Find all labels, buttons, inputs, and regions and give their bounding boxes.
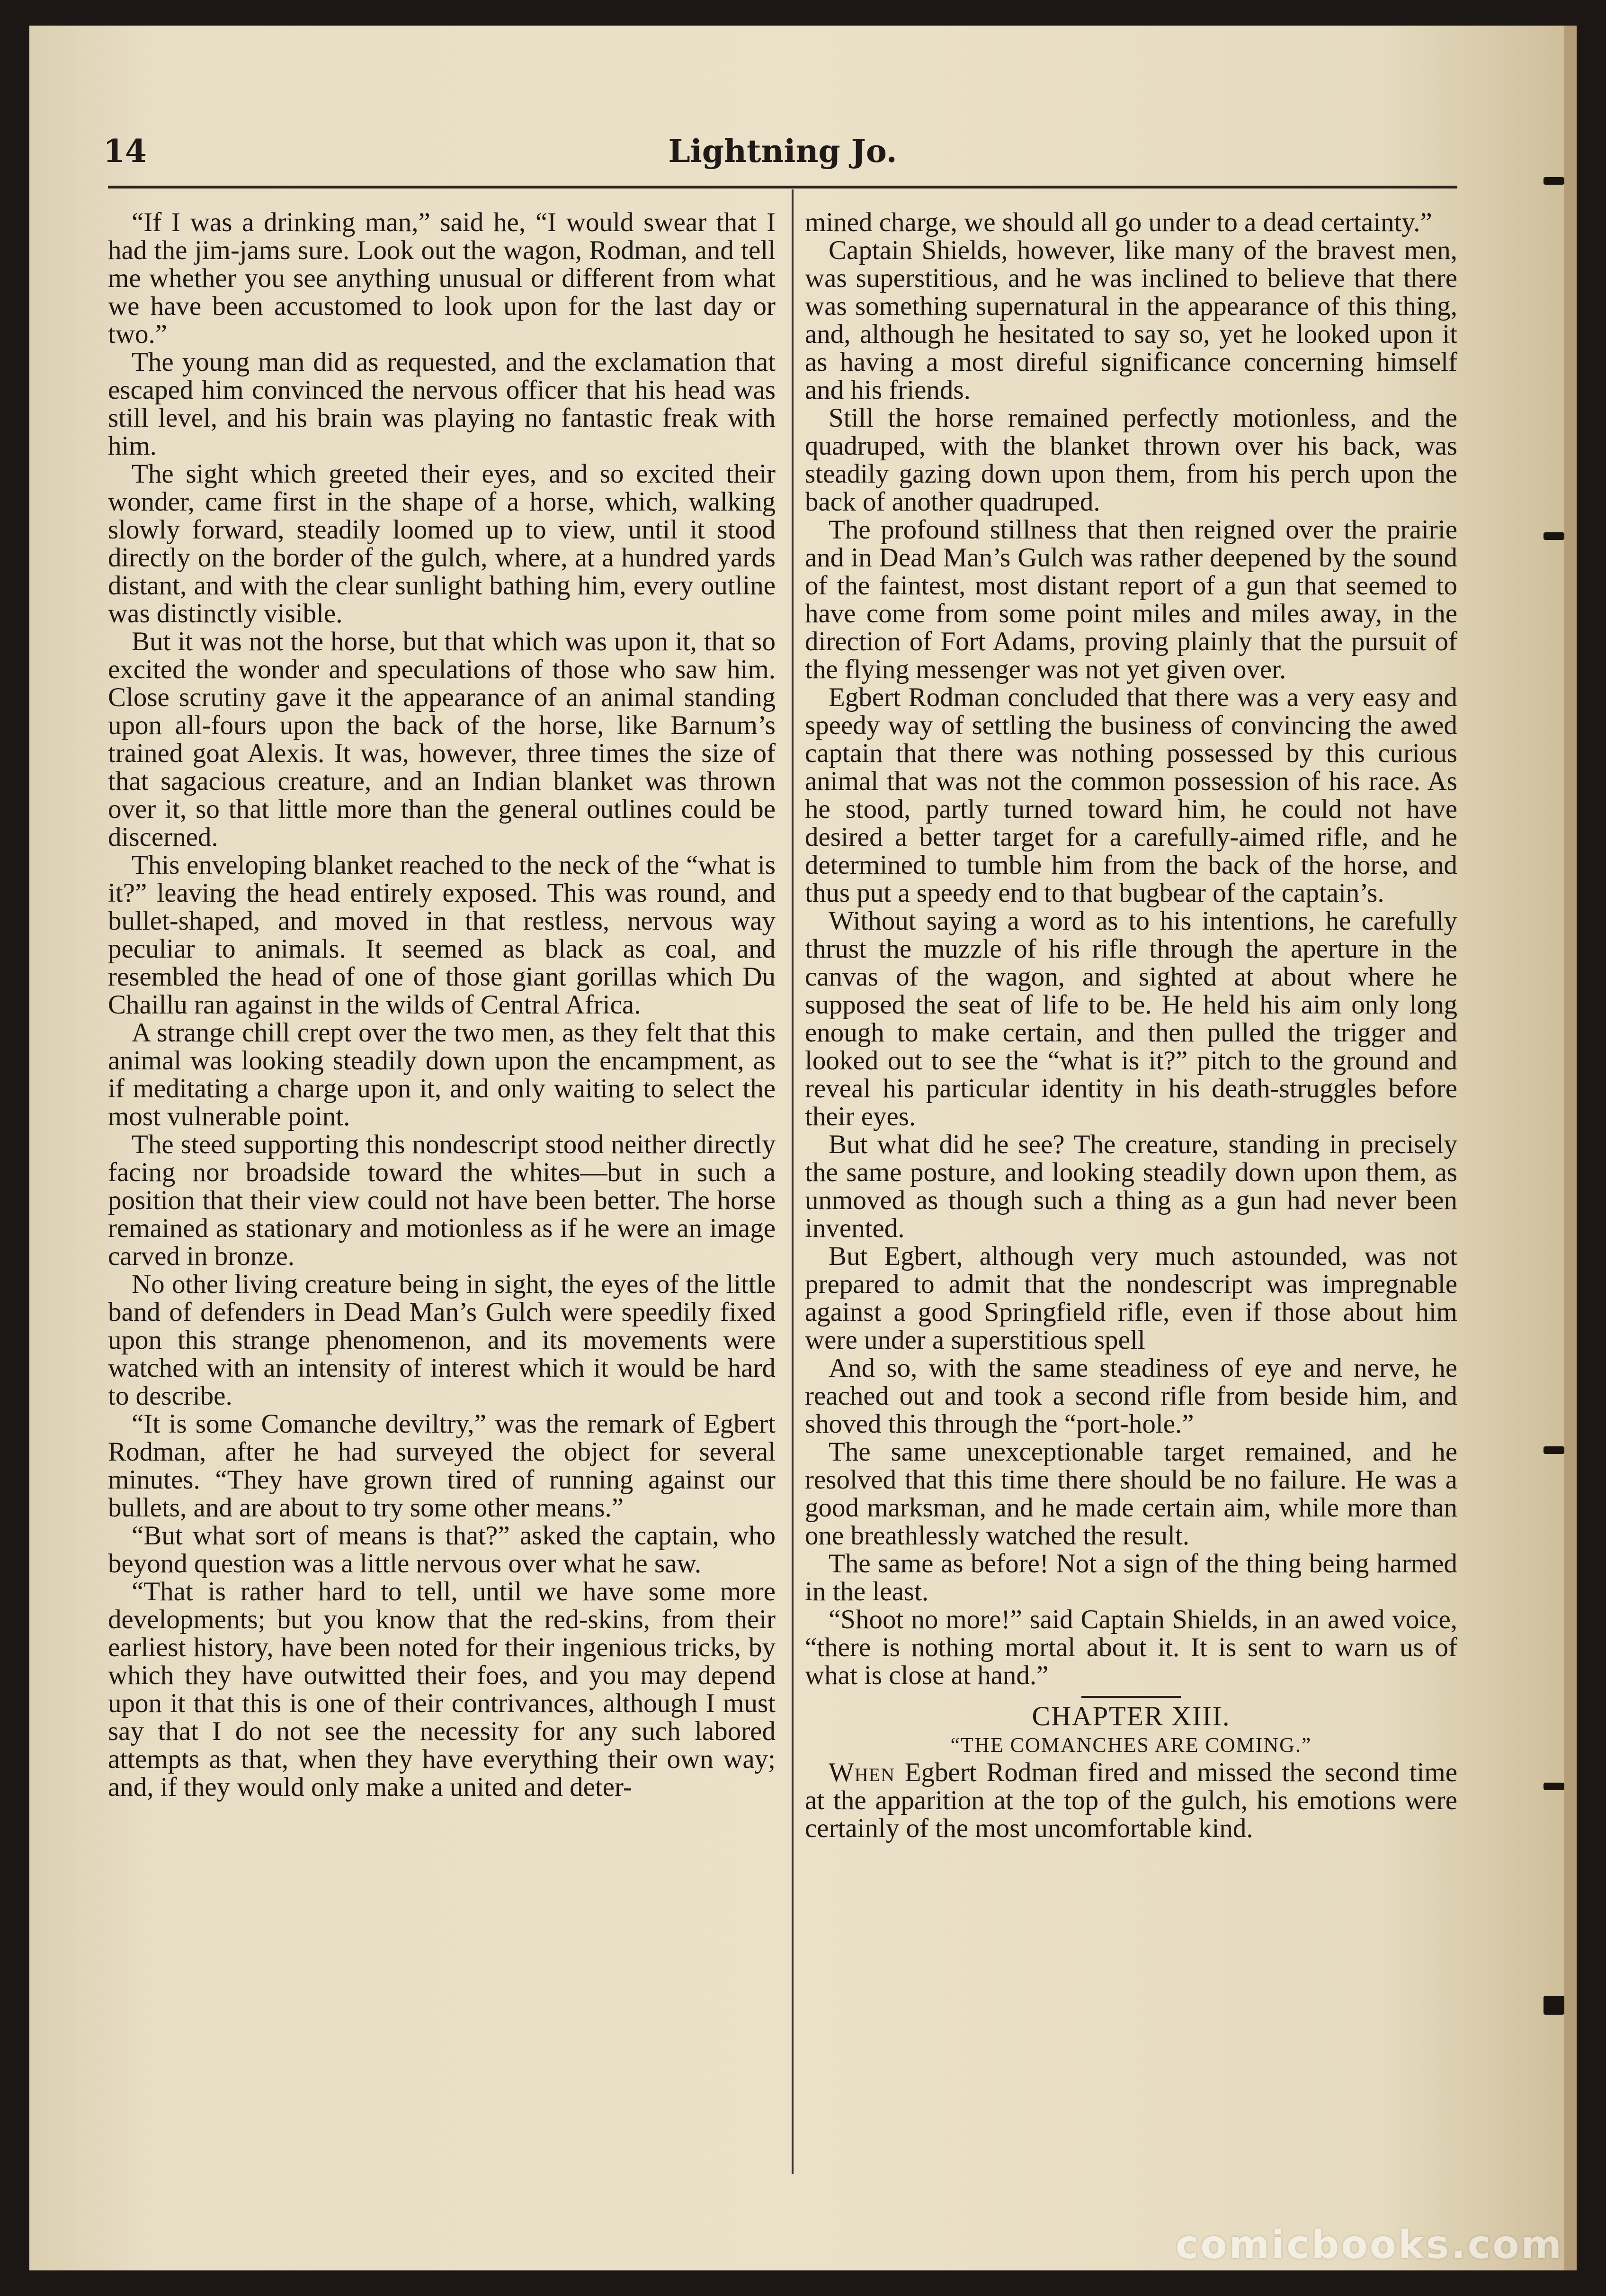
page-number: 14 — [103, 133, 147, 170]
chapter-header — [805, 1696, 1457, 1758]
paragraph: But Egbert, although very much astounded, was not prepared to admit that the nondescript was impregnable against a good Springfield rifle, even if those about him were under a superstitious spell — [805, 1241, 1457, 1355]
paragraph: And so, with the same steadiness of eye and nerve, he reached out and took a second rifle from beside him, and shoved this through the “port-hole.” — [805, 1353, 1457, 1439]
chapter-heading: CHAPTER XIII. — [1032, 1701, 1231, 1731]
header-rule — [108, 186, 1457, 188]
page-header — [103, 118, 1462, 180]
chapter-opening-text: Egbert Rodman fired and missed the second time at the apparition at the top of the gulch, his emotions were certainly of the most uncomfortable kind. — [805, 1758, 1457, 1843]
paragraph: The steed supporting this nondescript stood neither directly facing nor broadside toward the whites—but in such a position that their view could not have been better. The horse remained as stationary and motionless as if he were an image carved in bronze. — [108, 1130, 776, 1271]
paragraph: But it was not the horse, but that which was upon it, that so excited the wonder and speculations of those who saw him. Close scrutiny gave it the appearance of an animal standing upon all-fours upon the back of the horse, like Barnum’s trained goat Alexis. It was, however, three times the size of that sagacious creature, and an Indian blanket was thrown over it, so that little more than the general outlines could be discerned. — [108, 627, 776, 852]
paragraph: The same unexceptionable target remained, and he resolved that this time there should be no failure. He was a good marksman, and he made certain aim, while more than one breathlessly watched the result. — [805, 1437, 1457, 1551]
paragraph: Still the horse remained perfectly motionless, and the quadruped, with the blanket thrown over his back, was steadily gazing down upon them, from his perch upon the back of another quadruped. — [805, 403, 1457, 517]
paragraph: But what did he see? The creature, standing in precisely the same posture, and looking steadily down upon them, as unmoved as though such a thing as a gun had never been invented. — [805, 1130, 1457, 1243]
paragraph: Egbert Rodman concluded that there was a very easy and speedy way of settling the business of convincing the awed captain that there was nothing possessed by this curious animal that was not the common possession of his race. As he stood, partly turned toward him, he could not have desired a better target for a carefully-aimed rifle, and he determined to tumble him from the back of the horse, and thus put a speedy end to that bugbear of the captain’s. — [805, 682, 1457, 908]
binding-mark — [1544, 177, 1564, 185]
left-column — [108, 208, 776, 1801]
paragraph: The same as before! Not a sign of the thing being harmed in the least. — [805, 1549, 1457, 1606]
continued-paragraph: mined charge, we should all go under to a dead certainty.” — [805, 207, 1432, 237]
paragraph: This enveloping blanket reached to the neck of the “what is it?” leaving the head entirely exposed. This was round, and bullet-shaped, and moved in that restless, nervous way peculiar to animals. It seemed as black as coal, and resembled the head of one of those giant gorillas which Du Chaillu ran against in the wilds of Central Africa. — [108, 850, 776, 1020]
column-divider — [792, 189, 794, 2174]
paragraph: “But what sort of means is that?” asked the captain, who beyond question was a little nervous over what he saw. — [108, 1521, 776, 1578]
binding-mark — [1544, 1996, 1564, 2015]
paragraph: Without saying a word as to his intentions, he carefully thrust the muzzle of his rifle through the aperture in the canvas of the wagon, and sighted at about where he supposed the seat of life to be. He held his aim only long enough to make certain, and then pulled the trigger and looked out to see the “what is it?” pitch to the ground and reveal his particular identity in his death-struggles before their eyes. — [805, 906, 1457, 1131]
binding-mark — [1544, 532, 1564, 540]
chapter-opening-paragraph — [805, 1758, 1457, 1842]
binding-mark — [1544, 1783, 1564, 1790]
paragraph: Captain Shields, however, like many of the bravest men, was superstitious, and he was inclined to believe that there was something supernatural in the appearance of this thing, and, although he hesitated to say so, yet he looked upon it as having a most direful significance concerning himself and his friends. — [805, 235, 1457, 405]
running-title: Lightning Jo. — [668, 133, 897, 170]
paragraph: “That is rather hard to tell, until we have some more developments; but you know that the red-skins, from their earliest history, have been noted for their ingenious tricks, by which they have outwitted their foes, and you may depend upon it that this is one of their contrivances, although I must say that I do not see the necessity for any such labored attempts as that, when they have everything their own way; and, if they would only make a united and deter- — [108, 1577, 776, 1802]
paragraph: “Shoot no more!” said Captain Shields, in an awed voice, “there is nothing mortal about it. It is sent to warn us of what is close at hand.” — [805, 1605, 1457, 1690]
right-column — [805, 208, 1457, 1842]
paragraph: A strange chill crept over the two men, as they felt that this animal was looking steadily down upon the encampment, as if meditating a charge upon it, and only waiting to select the most vulnerable point. — [108, 1018, 776, 1131]
paragraph: The profound stillness that then reigned over the prairie and in Dead Man’s Gulch was rather deepened by the sound of the faintest, most distant report of a gun that seemed to have come from some point miles and miles away, in the direction of Fort Adams, proving plainly that the pursuit of the flying messenger was not yet given over. — [805, 515, 1457, 684]
paragraph: The sight which greeted their eyes, and so excited their wonder, came first in the shape of a horse, which, walking slowly forward, steadily loomed up to view, until it stood directly on the border of the gulch, where, at a hundred yards distant, and with the clear sunlight bathing him, every outline was distinctly visible. — [108, 459, 776, 628]
paragraph: “If I was a drinking man,” said he, “I would swear that I had the jim-jams sure. Look out the wagon, Rodman, and tell me whether you see anything unusual or different from what we have been accustomed to look upon for the last day or two.” — [108, 207, 776, 349]
paragraph: “It is some Comanche deviltry,” was the remark of Egbert Rodman, after he had surveyed the object for several minutes. “They have grown tired of running against our bullets, and are about to try some other means.” — [108, 1409, 776, 1523]
chapter-subtitle: “THE COMANCHES ARE COMING.” — [950, 1733, 1312, 1757]
binding-mark — [1544, 1446, 1564, 1454]
watermark: comicbooks.com — [1175, 2223, 1563, 2268]
chapter-lead-word: When — [829, 1758, 895, 1787]
paragraph: The young man did as requested, and the exclamation that escaped him convinced the nervous officer that his head was still level, and his brain was playing no fantastic freak with him. — [108, 347, 776, 461]
paragraph: No other living creature being in sight, the eyes of the little band of defenders in Dead Man’s Gulch were speedily fixed upon this strange phenomenon, and its movements were watched with an intensity of interest which it would be hard to describe. — [108, 1269, 776, 1411]
chapter-rule — [1081, 1696, 1181, 1698]
